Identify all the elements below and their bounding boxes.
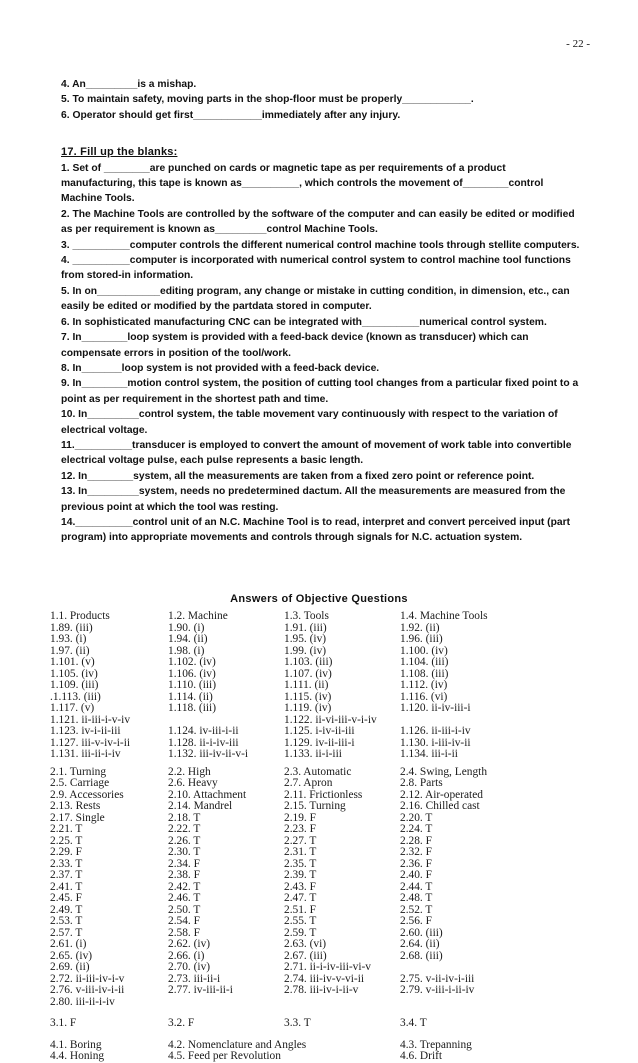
answer-cell: 2.33. T — [50, 857, 83, 870]
answer-cell: 1.101. (v) — [50, 656, 95, 668]
answer-cell: 2.2. High — [168, 765, 211, 778]
answer-row — [50, 801, 610, 813]
answer-cell: 2.29. F — [50, 846, 82, 858]
answer-cell: 1.103. (iii) — [284, 656, 333, 668]
answer-cell: 2.13. Rests — [50, 800, 101, 812]
answer-cell: 1.115. (iv) — [284, 690, 332, 703]
answer-cell: 2.15. Turning — [284, 800, 346, 812]
answer-row — [50, 962, 610, 974]
answer-cell: 2.11. Frictionless — [284, 788, 363, 801]
answer-cell: 1.99. (iv) — [284, 644, 327, 657]
answer-cell: 1.130. i-iii-iv-ii — [400, 736, 471, 749]
answer-cell: 2.41. T — [50, 880, 83, 893]
answer-cell: 1.91. (iii) — [284, 621, 327, 634]
answer-cell: 2.57. T — [50, 926, 83, 939]
blank-item: 9. In________motion control system, the position of cutting tool changes from a particular fixed point to a point as per requirement in the shortest path and time. — [61, 378, 579, 405]
answer-cell: 2.62. (iv) — [168, 938, 211, 950]
answer-cell: 2.30. T — [168, 846, 201, 858]
answer-cell: 2.61. (i) — [50, 938, 87, 950]
answer-cell: 4.3. Trepanning — [400, 1038, 472, 1051]
answer-cell: 2.34. F — [168, 857, 200, 870]
answer-cell: 2.21. T — [50, 823, 83, 835]
blank-item: 12. In________system, all the measurements are taken from a fixed zero point or reference point. — [61, 470, 535, 482]
answer-cell: 2.37. T — [50, 869, 83, 881]
answer-cell: 4.6. Drift — [400, 1050, 443, 1062]
answer-cell: 1.110. (iii) — [168, 679, 216, 691]
blank-item: 10. In_________control system, the table movement vary continuously with respect to the variation of electrical voltage. — [61, 409, 558, 436]
answer-cell: 1.108. (iii) — [400, 667, 449, 680]
blank-item: 7. In________loop system is provided with a feed-back device (known as transducer) which can compensate errors in position of the tool/work. — [61, 332, 529, 359]
answer-cell: 3.2. F — [168, 1017, 195, 1029]
answer-cell: 1.106. (iv) — [168, 667, 216, 680]
blank-item: 6. In sophisticated manufacturing CNC can be integrated with__________numerical control system. — [61, 316, 547, 328]
answer-cell: 2.40. F — [400, 869, 432, 881]
answer-cell: 2.7. Apron — [284, 777, 333, 789]
answer-cell: 2.27. T — [284, 834, 317, 847]
answer-cell: 3.3. T — [284, 1017, 311, 1029]
answer-row — [50, 985, 610, 997]
answer-cell: 1.98. (i) — [168, 644, 205, 657]
answer-cell: 1.100. (iv) — [400, 644, 448, 657]
answer-cell: 1.127. iii-v-iv-i-ii — [50, 736, 131, 749]
answer-cell: 2.24. T — [400, 823, 433, 835]
answer-cell: 2.58. F — [168, 926, 200, 939]
answer-cell: 2.43. F — [284, 880, 316, 893]
answers-gap — [50, 1008, 610, 1018]
answer-cell: 2.44. T — [400, 880, 433, 893]
answer-cell: 2.31. T — [284, 846, 317, 858]
answer-row — [50, 905, 610, 917]
answer-cell: 2.70. (iv) — [168, 961, 211, 973]
answer-cell: 2.71. ii-i-iv-iii-vi-v — [284, 961, 371, 973]
answer-row — [50, 882, 610, 894]
answer-cell: 2.55. T — [284, 915, 317, 927]
answer-row — [50, 939, 610, 951]
answer-cell — [168, 997, 284, 1009]
answer-cell: 1.125. i-iv-ii-iii — [284, 725, 355, 737]
blank-item: 8. In_______loop system is not provided with a feed-back device. — [61, 362, 380, 374]
answer-row — [50, 1040, 610, 1052]
answer-row — [50, 611, 610, 623]
answer-cell: 1.90. (i) — [168, 621, 205, 634]
answer-cell: 2.28. F — [400, 834, 432, 847]
answer-cell: 1.134. iii-i-ii — [400, 748, 458, 760]
answer-cell: 1.119. (iv) — [284, 702, 332, 714]
answer-cell: 2.52. T — [400, 903, 433, 916]
answer-cell: 2.26. T — [168, 834, 201, 847]
answer-cell: 2.4. Swing, Length — [400, 765, 488, 778]
answer-row — [50, 870, 610, 882]
answer-cell: 2.79. v-iii-i-ii-iv — [400, 984, 475, 996]
answer-cell: 2.72. ii-iii-iv-i-v — [50, 972, 125, 985]
blank-item: 11.__________transducer is employed to convert the amount of movement of work table into convertible electrical voltage pulse, each pulse represents a basic length. — [61, 439, 572, 467]
answer-row — [50, 916, 610, 928]
answer-cell: 2.63. (vi) — [284, 938, 327, 950]
answer-cell: 1.4. Machine Tools — [400, 610, 488, 622]
answer-cell: 4.5. Feed per Revolution — [168, 1050, 281, 1062]
answer-cell: 2.68. (iii) — [400, 949, 443, 962]
answer-cell: 1.123. iv-i-ii-iii — [50, 725, 121, 737]
answer-cell: 2.53. T — [50, 915, 83, 927]
answer-cell: .1.113. (iii) — [50, 690, 101, 703]
answer-cell: 2.78. iii-iv-i-ii-v — [284, 984, 359, 996]
answer-cell: 2.74. iii-iv-v-vi-ii — [284, 972, 365, 985]
answer-cell: 2.67. (iii) — [284, 949, 327, 962]
answer-cell: 2.75. v-ii-iv-i-iii — [400, 972, 475, 985]
answer-cell: 2.49. T — [50, 903, 83, 916]
answer-cell: 1.89. (iii) — [50, 621, 93, 634]
answers-grid — [50, 611, 610, 1063]
answer-cell: 2.56. F — [400, 915, 432, 927]
answer-cell: 2.39. T — [284, 869, 317, 881]
answer-cell: 2.47. T — [284, 892, 317, 904]
answer-cell: 2.48. T — [400, 892, 433, 904]
answer-row — [50, 1018, 610, 1030]
answer-cell: 2.77. iv-iii-ii-i — [168, 984, 233, 996]
answer-cell: 2.66. (i) — [168, 949, 205, 962]
answer-row — [50, 778, 610, 790]
answer-row — [50, 1051, 610, 1063]
blank-item: 2. The Machine Tools are controlled by the software of the computer and can easily be edited or modified as per requirement is known as_________control Machine Tools. — [61, 208, 575, 236]
answer-cell — [284, 1040, 400, 1052]
answer-cell: 1.114. (ii) — [168, 690, 213, 703]
answer-cell: 1.1. Products — [50, 610, 110, 622]
answer-row — [50, 859, 610, 871]
answer-cell: 2.36. F — [400, 857, 432, 870]
answer-row — [50, 669, 610, 681]
answer-cell: 1.118. (iii) — [168, 702, 216, 714]
answer-cell: 1.109. (iii) — [50, 679, 99, 691]
answer-cell: 1.94. (ii) — [168, 633, 208, 645]
answer-cell: 2.12. Air-operated — [400, 788, 483, 801]
answer-cell: 1.93. (i) — [50, 633, 87, 645]
answer-cell: 2.23. F — [284, 823, 316, 835]
answer-cell: 1.133. ii-i-iii — [284, 748, 342, 760]
answer-cell: 1.107. (iv) — [284, 667, 332, 680]
answer-row — [50, 634, 610, 646]
answer-cell — [400, 997, 530, 1009]
answer-cell: 2.59. T — [284, 926, 317, 939]
blank-item: 14.__________control unit of an N.C. Machine Tool is to read, interpret and convert perceived input (part program) into appropriate movements and controls through signals for N.C. actuation system. — [61, 516, 571, 544]
answer-cell: 2.76. v-iii-iv-i-ii — [50, 984, 125, 996]
answer-cell: 1.104. (iii) — [400, 656, 449, 668]
answer-cell: 2.8. Parts — [400, 777, 443, 789]
answer-cell: 1.116. (vi) — [400, 690, 448, 703]
answer-row — [50, 847, 610, 859]
answer-cell: 2.18. T — [168, 811, 201, 824]
blank-item: 13. In_________system, needs no predetermined dactum. All the measurements are measured from the previous point at which the tool was resting. — [61, 486, 566, 513]
answer-cell: 1.122. ii-vi-iii-v-i-iv — [284, 713, 377, 726]
answer-cell: 1.132. iii-iv-ii-v-i — [168, 748, 249, 760]
answer-cell: 2.3. Automatic — [284, 765, 352, 778]
answer-cell: 1.126. ii-iii-i-iv — [400, 725, 471, 737]
answer-cell — [284, 997, 400, 1009]
answer-row — [50, 749, 610, 761]
answer-cell: 2.5. Carriage — [50, 777, 110, 789]
answer-cell: 2.1. Turning — [50, 765, 107, 778]
question-line: 6. Operator should get first____________immediately after any injury. — [61, 109, 401, 121]
answer-row — [50, 893, 610, 905]
answer-cell: 2.69. (ii) — [50, 961, 90, 973]
blank-item: 4. __________computer is incorporated with numerical control system to control machine tool functions from stored-in information. — [61, 255, 571, 282]
answer-cell: 1.120. ii-iv-iii-i — [400, 702, 471, 714]
answer-cell: 2.19. F — [284, 811, 316, 824]
page-number: - 22 - — [566, 38, 590, 50]
blank-item: 5. In on___________editing program, any change or mistake in cutting condition, in dimension, etc., can easily be edited or modified by the partdata stored in computer. — [61, 285, 570, 313]
answer-cell: 1.111. (ii) — [284, 679, 329, 691]
answer-cell: 2.42. T — [168, 880, 201, 893]
answer-cell: 1.3. Tools — [284, 610, 329, 622]
question-line: 5. To maintain safety, moving parts in the shop-floor must be properly____________. — [61, 94, 474, 106]
answers-gap — [50, 1030, 610, 1040]
answer-cell: 4.4. Honing — [50, 1050, 105, 1062]
answer-cell: 2.17. Single — [50, 811, 105, 824]
answer-cell: 1.117. (v) — [50, 702, 95, 714]
answer-cell: 1.102. (iv) — [168, 656, 216, 668]
answer-cell: 1.131. iii-ii-i-iv — [50, 748, 121, 760]
answer-cell: 2.60. (iii) — [400, 926, 443, 939]
answer-cell: 2.45. F — [50, 892, 82, 904]
answer-row — [50, 703, 610, 715]
answer-cell: 3.1. F — [50, 1017, 77, 1029]
answer-row — [50, 928, 610, 940]
answer-cell: 4.1. Boring — [50, 1038, 102, 1051]
answer-cell: 2.6. Heavy — [168, 777, 218, 789]
answer-cell: 2.64. (ii) — [400, 938, 440, 950]
answer-cell: 1.121. ii-iii-i-v-iv — [50, 713, 131, 726]
question-text — [61, 77, 581, 546]
answer-cell: 1.105. (iv) — [50, 667, 98, 680]
answer-cell: 1.92. (ii) — [400, 621, 440, 634]
answer-cell — [400, 962, 530, 974]
answer-cell: 2.38. F — [168, 869, 200, 881]
answer-cell: 2.46. T — [168, 892, 201, 904]
answer-cell: 2.25. T — [50, 834, 83, 847]
answer-cell: 2.20. T — [400, 811, 433, 824]
answer-cell: 1.128. ii-i-iv-iii — [168, 736, 239, 749]
answer-cell: 2.9. Accessories — [50, 788, 124, 801]
answer-cell: 2.10. Attachment — [168, 788, 247, 801]
answer-cell: 1.95. (iv) — [284, 633, 327, 645]
answer-cell: 4.2. Nomenclature and Angles — [168, 1038, 307, 1051]
answer-cell: 1.97. (ii) — [50, 644, 90, 657]
answer-cell: 1.2. Machine — [168, 610, 228, 622]
answer-cell: 2.51. F — [284, 903, 316, 916]
answer-cell: 1.96. (iii) — [400, 633, 443, 645]
section-title: 17. Fill up the blanks: — [61, 146, 178, 159]
answer-cell: 2.54. F — [168, 915, 200, 927]
answer-row — [50, 680, 610, 692]
answer-cell: 2.16. Chilled cast — [400, 800, 480, 812]
answer-cell: 2.65. (iv) — [50, 949, 93, 962]
blank-item: 1. Set of ________are punched on cards or magnetic tape as per requirements of a product manufacturing, this tape is known as__________, which controls the movement of________control Machine Tools. — [61, 162, 544, 205]
answer-row — [50, 997, 610, 1009]
answer-row — [50, 824, 610, 836]
answer-row — [50, 623, 610, 635]
blank-item: 3. __________computer controls the different numerical control machine tools through stellite computers. — [61, 239, 580, 251]
answer-cell: 2.14. Mandrel — [168, 800, 233, 812]
answer-cell: 1.112. (iv) — [400, 679, 448, 691]
answer-row — [50, 813, 610, 825]
question-line: 4. An_________is a mishap. — [61, 79, 197, 90]
answer-row — [50, 657, 610, 669]
answer-cell: 2.35. T — [284, 857, 317, 870]
answer-cell: 1.129. iv-ii-iii-i — [284, 736, 355, 749]
answer-cell: 2.32. F — [400, 846, 432, 858]
answer-cell: 1.124. iv-iii-i-ii — [168, 725, 239, 737]
answer-cell: 3.4. T — [400, 1017, 427, 1029]
answers-title: Answers of Objective Questions — [230, 593, 408, 605]
answer-cell: 2.50. T — [168, 903, 201, 916]
answer-cell — [284, 1051, 400, 1063]
answer-cell: 2.22. T — [168, 823, 201, 835]
answer-cell: 2.73. iii-ii-i — [168, 972, 221, 985]
answer-row — [50, 726, 610, 738]
answer-row — [50, 836, 610, 848]
answer-cell: 2.80. iii-ii-i-iv — [50, 995, 115, 1008]
